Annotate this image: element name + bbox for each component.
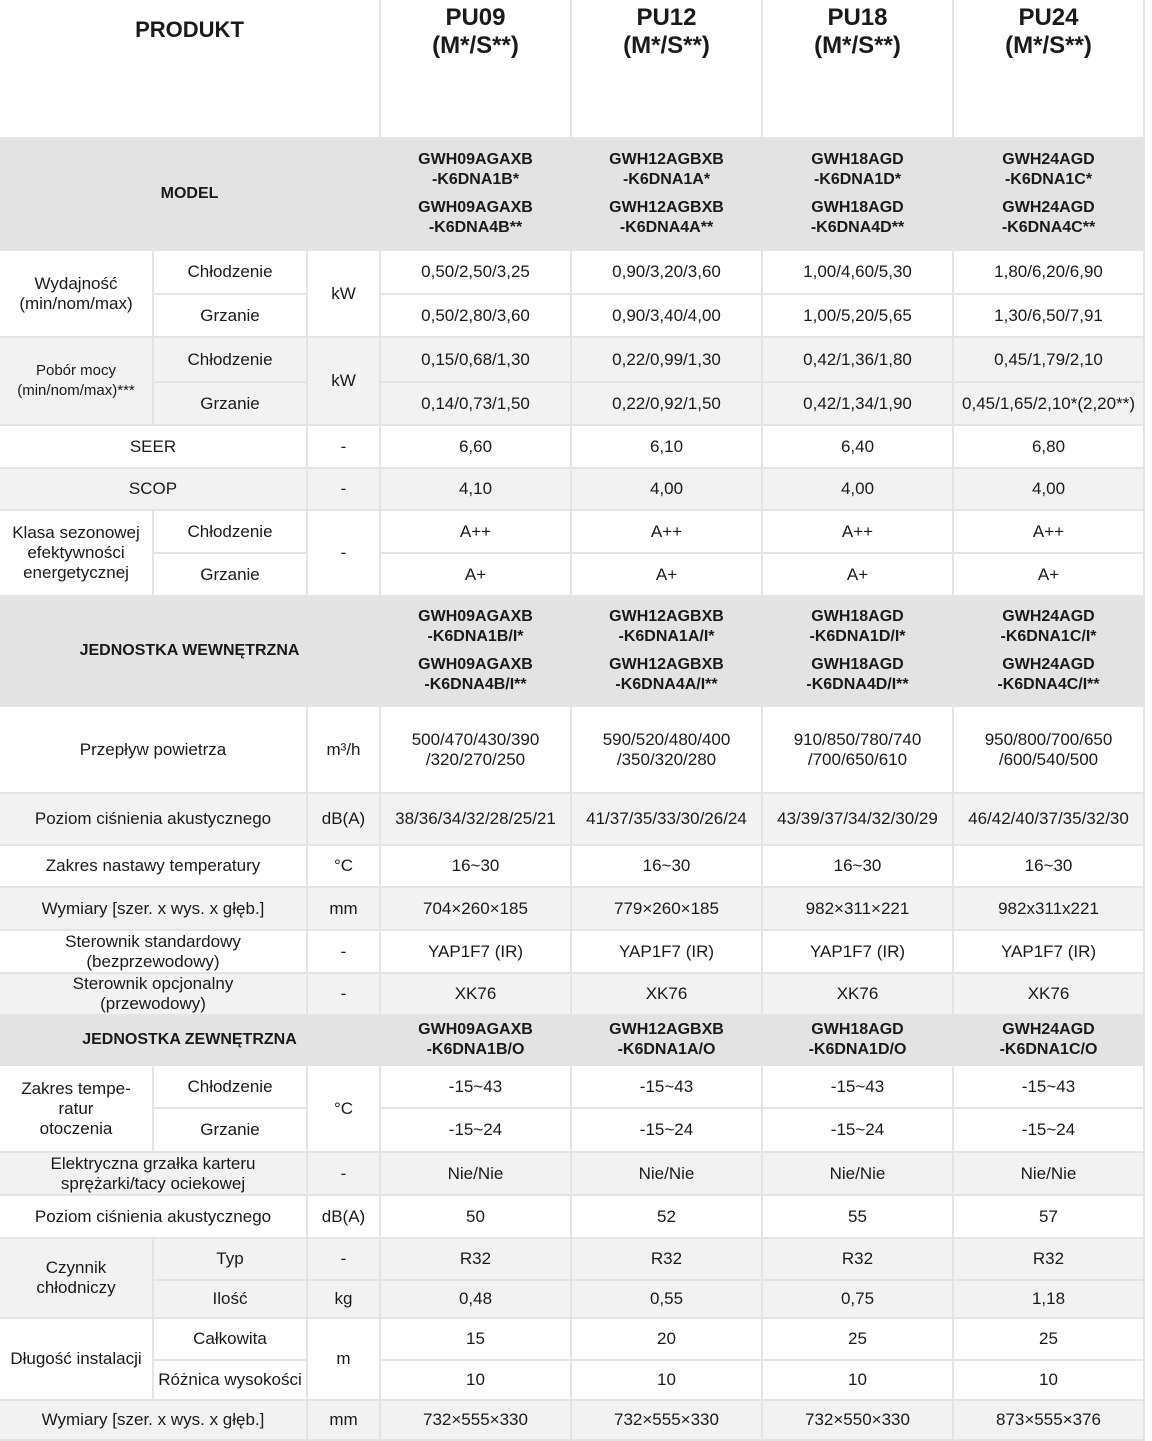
spec-value: 0,75 [762, 1280, 953, 1318]
model-code: GWH24AGD -K6DNA1C* [1002, 151, 1095, 188]
spec-group-label: Wydajność (min/nom/max) [0, 250, 153, 337]
spec-value: 4,10 [380, 468, 571, 510]
spec-value: 0,48 [380, 1280, 571, 1318]
model-code: GWH09AGAXB -K6DNA1B* [418, 151, 533, 188]
spec-value: -15~24 [953, 1108, 1144, 1152]
section-row [0, 138, 1144, 250]
spec-value: -15~24 [762, 1108, 953, 1152]
model-code: GWH12AGBXB -K6DNA1A/I* [609, 608, 724, 645]
spec-unit: °C [307, 845, 380, 887]
section-model-cell [380, 138, 571, 250]
model-code: GWH12AGBXB -K6DNA1A/O [609, 1021, 724, 1058]
model-header [762, 0, 953, 138]
spec-value: 20 [571, 1318, 762, 1360]
spec-row [0, 250, 1144, 294]
spec-sublabel: Grzanie [153, 553, 307, 596]
section-model-cell [953, 596, 1144, 706]
spec-value: A+ [762, 553, 953, 596]
spec-value: R32 [571, 1238, 762, 1280]
spec-label: Sterownik opcjonalny (przewodowy) [0, 973, 307, 1015]
spec-value: Nie/Nie [571, 1152, 762, 1195]
spec-label: Sterownik standardowy (bezprzewodowy) [0, 930, 307, 973]
model-code: GWH18AGD -K6DNA1D/I* [809, 608, 906, 645]
spec-value: 16~30 [571, 845, 762, 887]
spec-value: A+ [380, 553, 571, 596]
spec-row [0, 425, 1144, 468]
model-variant: (M*/S**) [623, 32, 710, 59]
model-header [571, 0, 762, 138]
section-model-cell [380, 1015, 571, 1065]
section-model-cell [762, 138, 953, 250]
spec-value: -15~24 [571, 1108, 762, 1152]
section-title: MODEL [0, 138, 380, 250]
spec-unit: mm [307, 887, 380, 930]
spec-value: 0,22/0,99/1,30 [571, 337, 762, 382]
model-header [953, 0, 1144, 138]
spec-row [0, 1108, 1144, 1152]
spec-value: 873×555×376 [953, 1400, 1144, 1440]
spec-value: YAP1F7 (IR) [762, 930, 953, 973]
spec-value: 0,50/2,50/3,25 [380, 250, 571, 294]
spec-value: 55 [762, 1195, 953, 1238]
spec-row [0, 337, 1144, 382]
product-header: PRODUKT [0, 0, 380, 138]
section-title: JEDNOSTKA WEWNĘTRZNA [0, 596, 380, 706]
spec-sublabel: Grzanie [153, 294, 307, 337]
spec-value: YAP1F7 (IR) [571, 930, 762, 973]
spec-value: R32 [380, 1238, 571, 1280]
spec-group-label: Długość instalacji [0, 1318, 153, 1400]
model-name: PU12 [636, 4, 697, 31]
spec-row [0, 887, 1144, 930]
model-variant: (M*/S**) [432, 32, 519, 59]
model-code: GWH18AGD -K6DNA1D/O [808, 1021, 907, 1058]
spec-value: R32 [762, 1238, 953, 1280]
spec-value: 38/36/34/32/28/25/21 [380, 793, 571, 845]
model-code: GWH09AGAXB -K6DNA1B/I* [418, 608, 533, 645]
spec-value: 50 [380, 1195, 571, 1238]
spec-unit: m [307, 1318, 380, 1400]
spec-value: 1,00/5,20/5,65 [762, 294, 953, 337]
spec-value: 6,40 [762, 425, 953, 468]
section-model-cell [762, 596, 953, 706]
spec-row [0, 793, 1144, 845]
spec-value: 950/800/700/650 /600/540/500 [953, 706, 1144, 793]
spec-unit: m³/h [307, 706, 380, 793]
spec-unit: - [307, 425, 380, 468]
spec-row [0, 706, 1144, 793]
spec-unit: - [307, 510, 380, 596]
spec-value: 46/42/40/37/35/32/30 [953, 793, 1144, 845]
spec-value: XK76 [762, 973, 953, 1015]
section-model-cell [571, 596, 762, 706]
spec-unit: - [307, 1152, 380, 1195]
spec-value: 0,90/3,40/4,00 [571, 294, 762, 337]
model-name: PU18 [827, 4, 888, 31]
spec-value: 779×260×185 [571, 887, 762, 930]
spec-row [0, 1280, 1144, 1318]
model-code: GWH12AGBXB -K6DNA1A* [609, 151, 724, 188]
spec-row [0, 1152, 1144, 1195]
spec-row [0, 1195, 1144, 1238]
spec-value: A+ [571, 553, 762, 596]
model-code: GWH12AGBXB -K6DNA4A/I** [609, 656, 724, 693]
spec-sublabel: Typ [153, 1238, 307, 1280]
spec-value: 0,22/0,92/1,50 [571, 382, 762, 425]
spec-unit: - [307, 1238, 380, 1280]
section-model-cell [571, 138, 762, 250]
spec-unit: °C [307, 1065, 380, 1152]
model-code: GWH09AGAXB -K6DNA1B/O [418, 1021, 533, 1058]
spec-value: 16~30 [953, 845, 1144, 887]
section-row [0, 1015, 1144, 1065]
spec-value: 0,45/1,65/2,10*(2,20**) [953, 382, 1144, 425]
spec-unit: - [307, 973, 380, 1015]
spec-unit: kW [307, 250, 380, 337]
spec-value: 6,60 [380, 425, 571, 468]
spec-value: 0,14/0,73/1,50 [380, 382, 571, 425]
spec-unit: kW [307, 337, 380, 425]
spec-value: 0,15/0,68/1,30 [380, 337, 571, 382]
spec-unit: - [307, 468, 380, 510]
spec-value: -15~43 [571, 1065, 762, 1108]
spec-value: 590/520/480/400 /350/320/280 [571, 706, 762, 793]
spec-sublabel: Ilość [153, 1280, 307, 1318]
spec-value: 732×550×330 [762, 1400, 953, 1440]
spec-value: YAP1F7 (IR) [380, 930, 571, 973]
spec-label: Poziom ciśnienia akustycznego [0, 793, 307, 845]
model-code: GWH18AGD -K6DNA4D** [810, 199, 905, 236]
spec-value: -15~43 [762, 1065, 953, 1108]
spec-label: Zakres nastawy temperatury [0, 845, 307, 887]
spec-row [0, 1360, 1144, 1400]
spec-label: SEER [0, 425, 307, 468]
spec-sublabel: Chłodzenie [153, 250, 307, 294]
spec-row [0, 1318, 1144, 1360]
section-model-cell [571, 1015, 762, 1065]
spec-row [0, 1400, 1144, 1440]
spec-value: 1,30/6,50/7,91 [953, 294, 1144, 337]
model-header [380, 0, 571, 138]
spec-label: SCOP [0, 468, 307, 510]
section-title: JEDNOSTKA ZEWNĘTRZNA [0, 1015, 380, 1065]
spec-value: YAP1F7 (IR) [953, 930, 1144, 973]
spec-sublabel: Chłodzenie [153, 337, 307, 382]
model-variant: (M*/S**) [814, 32, 901, 59]
spec-row [0, 973, 1144, 1015]
model-code: GWH24AGD -K6DNA4C/I** [997, 656, 1100, 693]
spec-value: 500/470/430/390 /320/270/250 [380, 706, 571, 793]
spec-row [0, 845, 1144, 887]
spec-unit: dB(A) [307, 1195, 380, 1238]
spec-group-label: Pobór mocy (min/nom/max)*** [0, 337, 153, 425]
spec-value: XK76 [953, 973, 1144, 1015]
model-code: GWH09AGAXB -K6DNA4B** [418, 199, 533, 236]
spec-value: A++ [953, 510, 1144, 553]
spec-value: 0,42/1,34/1,90 [762, 382, 953, 425]
spec-row [0, 1238, 1144, 1280]
spec-value: Nie/Nie [762, 1152, 953, 1195]
spec-unit: kg [307, 1280, 380, 1318]
spec-value: 0,45/1,79/2,10 [953, 337, 1144, 382]
spec-value: -15~43 [953, 1065, 1144, 1108]
spec-row [0, 510, 1144, 553]
spec-value: XK76 [571, 973, 762, 1015]
spec-value: 1,00/4,60/5,30 [762, 250, 953, 294]
spec-value: 1,80/6,20/6,90 [953, 250, 1144, 294]
spec-value: 732×555×330 [571, 1400, 762, 1440]
spec-sublabel: Grzanie [153, 1108, 307, 1152]
spec-value: A+ [953, 553, 1144, 596]
spec-value: 25 [953, 1318, 1144, 1360]
spec-value: 15 [380, 1318, 571, 1360]
section-model-cell [953, 1015, 1144, 1065]
spec-value: 10 [571, 1360, 762, 1400]
spec-value: 41/37/35/33/30/26/24 [571, 793, 762, 845]
spec-value: 4,00 [953, 468, 1144, 510]
spec-value: 25 [762, 1318, 953, 1360]
spec-label: Wymiary [szer. x wys. x głęb.] [0, 1400, 307, 1440]
spec-value: A++ [762, 510, 953, 553]
spec-value: 1,18 [953, 1280, 1144, 1318]
model-code: GWH24AGD -K6DNA1C/O [999, 1021, 1098, 1058]
spec-row [0, 468, 1144, 510]
spec-value: 16~30 [380, 845, 571, 887]
spec-value: A++ [571, 510, 762, 553]
model-code: GWH24AGD -K6DNA1C/I* [1000, 608, 1097, 645]
spec-value: 10 [953, 1360, 1144, 1400]
spec-value: 10 [762, 1360, 953, 1400]
spec-value: 732×555×330 [380, 1400, 571, 1440]
spec-value: XK76 [380, 973, 571, 1015]
spec-sublabel: Chłodzenie [153, 1065, 307, 1108]
model-code: GWH12AGBXB -K6DNA4A** [609, 199, 724, 236]
spec-value: A++ [380, 510, 571, 553]
spec-row [0, 930, 1144, 973]
spec-value: 6,80 [953, 425, 1144, 468]
spec-value: 0,55 [571, 1280, 762, 1318]
section-model-cell [762, 1015, 953, 1065]
model-code: GWH18AGD -K6DNA1D* [811, 151, 904, 188]
spec-value: R32 [953, 1238, 1144, 1280]
spec-group-label: Klasa sezonowej efektywności energetycznej [0, 510, 153, 596]
spec-value: 57 [953, 1195, 1144, 1238]
spec-value: 6,10 [571, 425, 762, 468]
spec-row [0, 382, 1144, 425]
spec-value: 10 [380, 1360, 571, 1400]
spec-label: Poziom ciśnienia akustycznego [0, 1195, 307, 1238]
spec-value: 982×311×221 [762, 887, 953, 930]
spec-value: 43/39/37/34/32/30/29 [762, 793, 953, 845]
model-name: PU09 [445, 4, 506, 31]
header-row [0, 0, 1144, 138]
spec-value: 4,00 [762, 468, 953, 510]
spec-value: -15~24 [380, 1108, 571, 1152]
spec-group-label: Czynnik chłodniczy [0, 1238, 153, 1318]
spec-value: 0,50/2,80/3,60 [380, 294, 571, 337]
model-code: GWH24AGD -K6DNA4C** [1001, 199, 1096, 236]
spec-value: 16~30 [762, 845, 953, 887]
spec-label: Wymiary [szer. x wys. x głęb.] [0, 887, 307, 930]
spec-unit: dB(A) [307, 793, 380, 845]
spec-value: 52 [571, 1195, 762, 1238]
model-code: GWH09AGAXB -K6DNA4B/I** [418, 656, 533, 693]
spec-sublabel: Różnica wysokości [153, 1360, 307, 1400]
model-code: GWH18AGD -K6DNA4D/I** [806, 656, 909, 693]
section-row [0, 596, 1144, 706]
spec-row [0, 1065, 1144, 1108]
spec-value: 0,42/1,36/1,80 [762, 337, 953, 382]
spec-unit: mm [307, 1400, 380, 1440]
model-variant: (M*/S**) [1005, 32, 1092, 59]
spec-group-label: Zakres tempe- ratur otoczenia [0, 1065, 153, 1152]
spec-value: 704×260×185 [380, 887, 571, 930]
spec-value: Nie/Nie [953, 1152, 1144, 1195]
spec-value: 982x311x221 [953, 887, 1144, 930]
spec-sublabel: Grzanie [153, 382, 307, 425]
model-name: PU24 [1018, 4, 1079, 31]
section-model-cell [380, 596, 571, 706]
spec-value: Nie/Nie [380, 1152, 571, 1195]
spec-row [0, 553, 1144, 596]
spec-sublabel: Całkowita [153, 1318, 307, 1360]
spec-sublabel: Chłodzenie [153, 510, 307, 553]
spec-label: Przepływ powietrza [0, 706, 307, 793]
spec-value: 4,00 [571, 468, 762, 510]
spec-value: 910/850/780/740 /700/650/610 [762, 706, 953, 793]
spec-value: 0,90/3,20/3,60 [571, 250, 762, 294]
spec-value: -15~43 [380, 1065, 571, 1108]
spec-unit: - [307, 930, 380, 973]
section-model-cell [953, 138, 1144, 250]
spec-label: Elektryczna grzałka karteru sprężarki/tacy ociekowej [0, 1152, 307, 1195]
spec-row [0, 294, 1144, 337]
